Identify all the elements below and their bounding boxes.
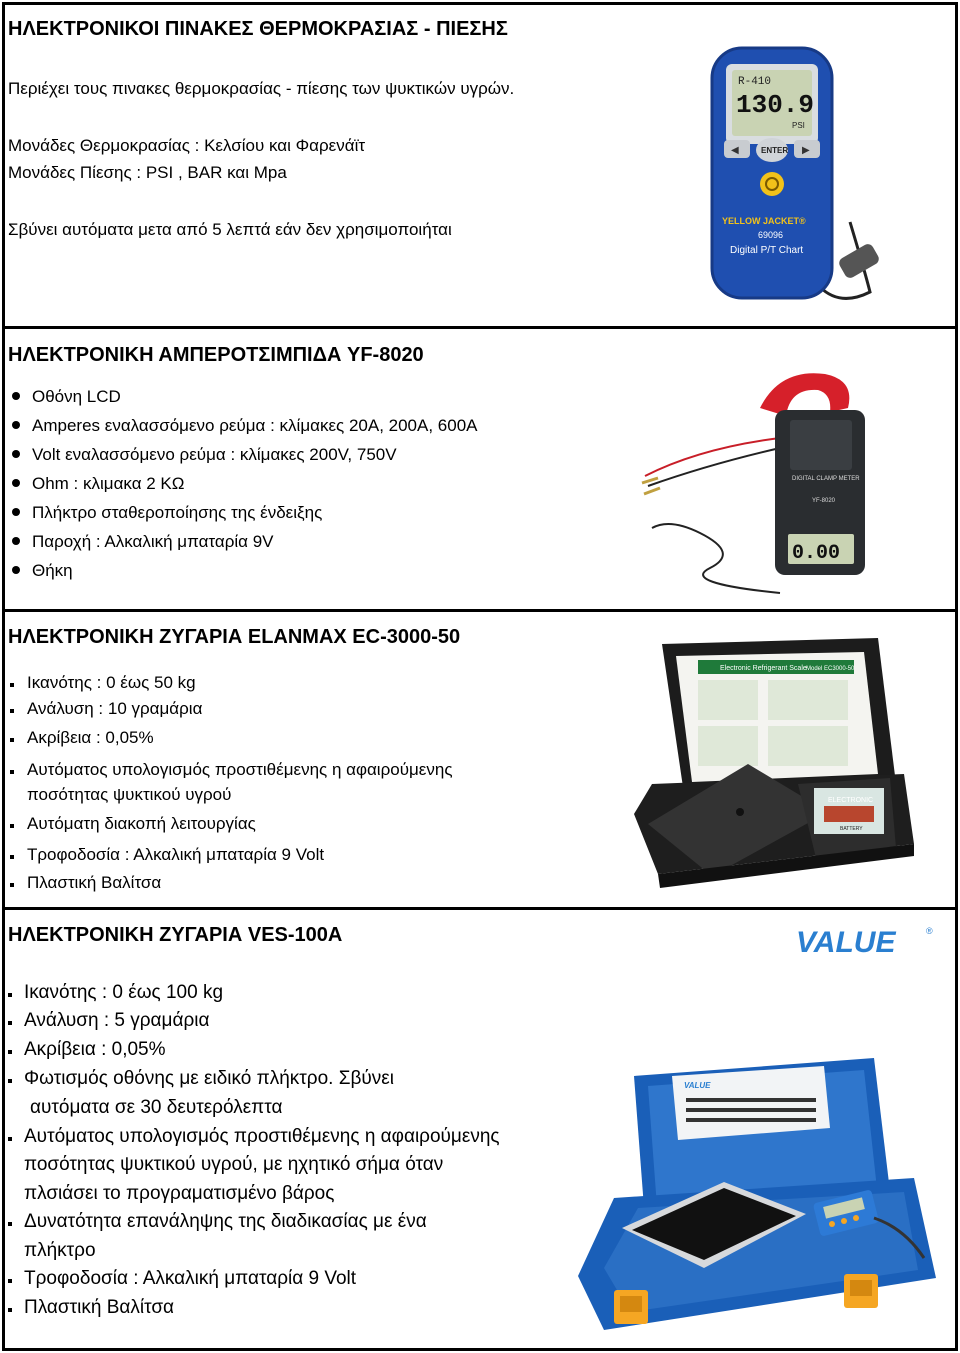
svg-text:YELLOW JACKET®: YELLOW JACKET® xyxy=(722,216,806,226)
spec-item: Ακρίβεια : 0,05% xyxy=(24,1039,166,1060)
bullet-dot xyxy=(12,479,20,487)
bullet-square xyxy=(8,993,12,997)
bullet-dot xyxy=(12,421,20,429)
svg-text:®: ® xyxy=(926,926,933,936)
spec-item: Δυνατότητα επανάληψης της διαδικασίας με ένα xyxy=(24,1211,427,1232)
value-scale-case-image xyxy=(574,1058,940,1336)
spec-item: Παροχή : Αλκαλική μπαταρία 9V xyxy=(32,532,274,551)
spec-item: Πλήκτρο σταθεροποίησης της ένδειξης xyxy=(32,503,323,522)
section-divider xyxy=(2,907,958,910)
bullet-square xyxy=(10,855,14,859)
section-title: ΗΛΕΚΤΡΟΝΙΚΗ ΖΥΓΑΡΙΑ VES-100A xyxy=(8,924,343,946)
value-logo xyxy=(794,922,940,958)
spec-item: Πλαστική Βαλίτσα xyxy=(27,873,162,892)
svg-text:BATTERY: BATTERY xyxy=(840,826,863,832)
spec-item: Φωτισμός οθόνης με ειδικό πλήκτρο. Σβύνει xyxy=(24,1068,394,1089)
svg-text:◀: ◀ xyxy=(731,145,739,156)
spec-item: Ακρίβεια : 0,05% xyxy=(27,728,154,747)
svg-text:Digital P/T Chart: Digital P/T Chart xyxy=(730,245,804,256)
spec-item: Οθόνη LCD xyxy=(32,387,121,406)
bullet-square xyxy=(8,1079,12,1083)
spec-item: Ανάλυση : 5 γραμάρια xyxy=(24,1010,210,1031)
description-line: Μονάδες Θερμοκρασίας : Κελσίου και Φαρενάϊτ xyxy=(8,136,366,155)
spec-item: Πλαστική Βαλίτσα xyxy=(24,1297,175,1318)
svg-text:130.9: 130.9 xyxy=(736,90,815,120)
spec-item: Τροφοδοσία : Αλκαλική μπαταρία 9 Volt xyxy=(24,1268,357,1289)
svg-text:Model EC3000-50: Model EC3000-50 xyxy=(806,666,855,672)
spec-item-continuation: ποσότητας ψυκτικού υγρού, με ηχητικό σήμα όταν xyxy=(24,1154,444,1175)
spec-item: Volt εναλασσόμενο ρεύμα : κλίμακες 200V, 750V xyxy=(32,445,397,464)
section-divider xyxy=(2,609,958,612)
bullet-dot xyxy=(12,566,20,574)
section-title: ΗΛΕΚΤΡΟΝΙΚΗ ΖΥΓΑΡΙΑ ELANMAX EC-3000-50 xyxy=(8,626,461,648)
svg-text:ELECTRONIC: ELECTRONIC xyxy=(828,797,874,804)
spec-item: Θήκη xyxy=(32,561,73,580)
bullet-dot xyxy=(12,450,20,458)
svg-text:R-410: R-410 xyxy=(738,76,772,88)
clamp-meter-image xyxy=(640,368,880,602)
svg-text:ENTER: ENTER xyxy=(761,146,789,155)
section-divider xyxy=(2,326,958,329)
bullet-square xyxy=(10,883,14,887)
bullet-square xyxy=(8,1021,12,1025)
bullet-square xyxy=(8,1137,12,1141)
spec-item: Αυτόματος υπολογισμός προστιθέμενης η αφαιρούμενης xyxy=(27,760,453,779)
svg-text:YF-8020: YF-8020 xyxy=(812,498,836,504)
spec-item: Αυτόματος υπολογισμός προστιθέμενης η αφαιρούμενης xyxy=(24,1126,500,1147)
bullet-square xyxy=(8,1222,12,1226)
spec-item-continuation: πλσιάσει το προγραματισμένο βάρος xyxy=(24,1183,335,1204)
bullet-square xyxy=(10,709,14,713)
section-title: ΗΛΕΚΤΡΟΝΙΚΗ ΑΜΠΕΡΟΤΣΙΜΠΙΔΑ YF-8020 xyxy=(8,344,424,366)
bullet-square xyxy=(10,738,14,742)
bullet-square xyxy=(8,1308,12,1312)
svg-text:DIGITAL CLAMP METER: DIGITAL CLAMP METER xyxy=(792,476,860,482)
bullet-square xyxy=(10,824,14,828)
svg-text:Electronic Refrigerant Scale: Electronic Refrigerant Scale xyxy=(720,665,807,672)
svg-text:▶: ▶ xyxy=(802,145,810,156)
svg-text:VALUE: VALUE xyxy=(684,1081,711,1090)
spec-item: Ανάλυση : 10 γραμάρια xyxy=(27,699,203,718)
bullet-square xyxy=(8,1279,12,1283)
power-button[interactable] xyxy=(760,172,784,196)
spec-item: Τροφοδοσία : Αλκαλική μπαταρία 9 Volt xyxy=(27,845,325,864)
bullet-square xyxy=(8,1050,12,1054)
spec-item-continuation: ποσότητας ψυκτικού υγρού xyxy=(27,785,232,804)
spec-item: Αυτόματη διακοπή λειτουργίας xyxy=(27,814,256,833)
description-line: Σβύνει αυτόματα μετα από 5 λεπτά εάν δεν χρησιμοποιήται xyxy=(8,220,452,239)
bullet-square xyxy=(10,770,14,774)
svg-text:0.00: 0.00 xyxy=(792,542,841,565)
elanmax-scale-image xyxy=(628,634,918,896)
section-title: ΗΛΕΚΤΡΟΝΙΚΟΙ ΠΙΝΑΚΕΣ ΘΕΡΜΟΚΡΑΣΙΑΣ - ΠΙΕΣΗΣ xyxy=(8,18,508,40)
spec-item: Ικανότης : 0 έως 50 kg xyxy=(27,673,196,692)
description-line: Περιέχει τους πινακες θερμοκρασίας - πίεσης των ψυκτικών υγρών. xyxy=(8,79,515,98)
description-line: Μονάδες Πίεσης : PSI , BAR και Mpa xyxy=(8,163,287,182)
bullet-dot xyxy=(12,537,20,545)
bullet-dot xyxy=(12,392,20,400)
spec-item: Ohm : κλιμακα 2 ΚΩ xyxy=(32,474,185,493)
bullet-dot xyxy=(12,508,20,516)
spec-item: Amperes εναλασσόμενο ρεύμα : κλίμακες 20A, 200A, 600A xyxy=(32,416,478,435)
svg-text:PSI: PSI xyxy=(792,121,805,130)
spec-item-continuation: αυτόματα σε 30 δευτερόλεπτα xyxy=(30,1097,283,1118)
svg-text:69096: 69096 xyxy=(758,230,784,240)
bullet-square xyxy=(10,683,14,687)
spec-item-continuation: πλήκτρο xyxy=(24,1240,96,1261)
pt-chart-device-image xyxy=(700,42,900,312)
spec-item: Ικανότης : 0 έως 100 kg xyxy=(24,982,224,1003)
svg-text:VALUE: VALUE xyxy=(796,926,896,958)
